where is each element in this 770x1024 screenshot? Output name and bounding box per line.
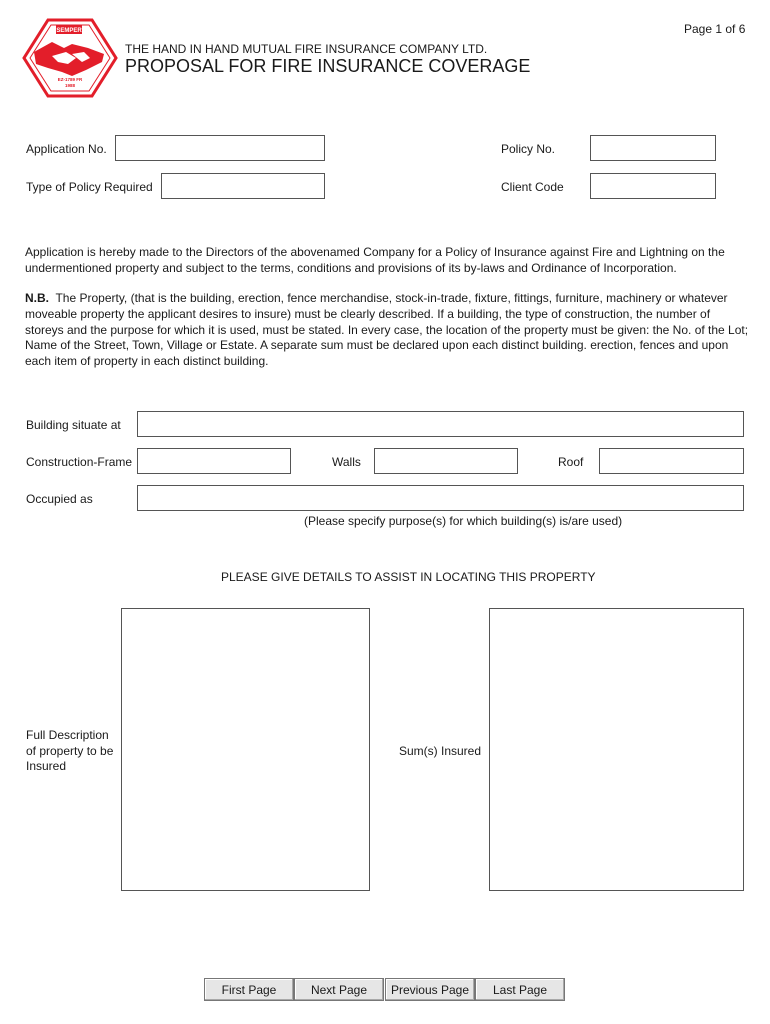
walls-field[interactable] <box>374 448 518 474</box>
nb-prefix: N.B. <box>25 291 49 305</box>
type-of-policy-label: Type of Policy Required <box>26 180 153 194</box>
nb-text: The Property, (that is the building, erection, fence merchandise, stock-in-trade, fixture, fittings, furniture, machinery or whatever moveable property the applicant desires to insure) must be clearly described. If a building, the type of construction, the number of storeys and the purpose for which it is used, must be stated. In every case, the location of the property must be given: the No. of the Lot; Name of the Street, Town, Village or Estate. A separate sum must be declared upon each distinct building. erection, fences and upon each item of property in each distinct building. <box>25 291 749 369</box>
intro-paragraph: Application is hereby made to the Directors of the abovenamed Company for a Policy of Insurance against Fire and Lightning on the undermentioned property and subject to the terms, conditions and provisions of its by-laws and Ordinance of Incorporation. <box>25 245 725 275</box>
company-logo <box>22 18 118 98</box>
last-page-button[interactable]: Last Page <box>475 978 565 1001</box>
occupied-as-label: Occupied as <box>26 492 93 506</box>
full-description-label-line: Full Description <box>26 728 109 742</box>
full-description-label-line: of property to be <box>26 743 114 758</box>
company-name: THE HAND IN HAND MUTUAL FIRE INSURANCE COMPANY LTD. <box>125 42 488 56</box>
nb-paragraph <box>25 291 750 370</box>
handshake-seal-icon <box>22 18 118 98</box>
construction-frame-field[interactable] <box>137 448 291 474</box>
page-title: PROPOSAL FOR FIRE INSURANCE COVERAGE <box>125 56 531 76</box>
construction-frame-label: Construction-Frame <box>26 455 133 469</box>
building-situate-label: Building situate at <box>26 418 121 432</box>
page-indicator: Page 1 of 6 <box>684 22 746 36</box>
walls-label: Walls <box>332 455 361 469</box>
occupied-note: (Please specify purpose(s) for which building(s) is/are used) <box>304 514 623 528</box>
application-no-field[interactable] <box>115 135 325 161</box>
svg-text:1988: 1988 <box>64 83 76 88</box>
first-page-button[interactable]: First Page <box>204 978 294 1001</box>
full-description-label-line: Insured <box>26 759 67 774</box>
svg-text:EZ-1789 FR: EZ-1789 FR <box>57 77 83 82</box>
next-page-button[interactable]: Next Page <box>294 978 384 1001</box>
client-code-label: Client Code <box>501 180 564 194</box>
sums-insured-field[interactable] <box>489 608 744 891</box>
roof-field[interactable] <box>599 448 744 474</box>
full-description-field[interactable] <box>121 608 370 891</box>
svg-text:SEMPER: SEMPER <box>56 28 82 34</box>
sums-insured-label: Sum(s) Insured <box>399 744 482 758</box>
previous-page-button[interactable]: Previous Page <box>385 978 475 1001</box>
building-situate-field[interactable] <box>137 411 744 437</box>
occupied-as-field[interactable] <box>137 485 744 511</box>
policy-no-label: Policy No. <box>501 142 556 156</box>
policy-no-field[interactable] <box>590 135 716 161</box>
full-description-label <box>26 728 113 775</box>
client-code-field[interactable] <box>590 173 716 199</box>
locating-heading: PLEASE GIVE DETAILS TO ASSIST IN LOCATING THIS PROPERTY <box>221 570 596 584</box>
roof-label: Roof <box>558 455 584 469</box>
type-of-policy-field[interactable] <box>161 173 325 199</box>
application-no-label: Application No. <box>26 142 107 156</box>
